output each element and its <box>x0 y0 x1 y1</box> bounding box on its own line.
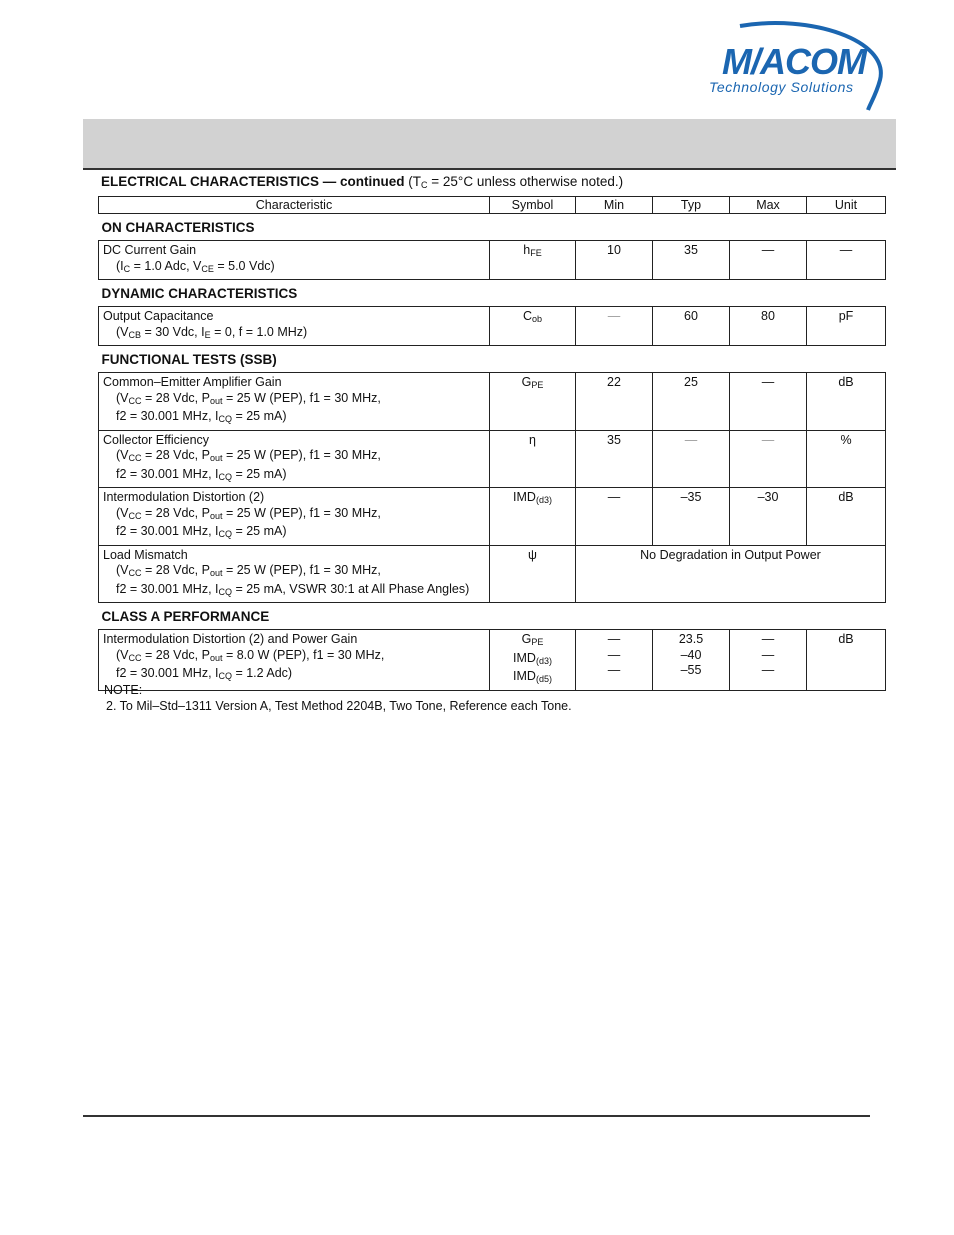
typ-cell: 25 <box>653 373 730 431</box>
header-min: Min <box>576 197 653 214</box>
max-cell: –30 <box>730 488 807 546</box>
char-load-mismatch: Load Mismatch ($V_{CC} = 28$ Vdc, $P_{out} = 25$ W (PEP), f1 = 30 MHz, f2 = 30.001 MHz, $I_{CQ} = 25$ mA, VSWR 30:1 at All Phase Angles) <box>99 545 490 603</box>
footnote <box>104 682 572 714</box>
char-ce-amplifier-gain: Common–Emitter Amplifier Gain ($V_{CC} = 28$ Vdc, $P_{out} = 25$ W (PEP), f1 = 30 MHz, f2 = 30.001 MHz, $I_{CQ} = 25$ mA) <box>99 373 490 431</box>
header-unit: Unit <box>807 197 886 214</box>
unit-cell: dB <box>807 373 886 431</box>
unit-cell: dB <box>807 630 886 691</box>
electrical-characteristics-table <box>98 196 886 691</box>
max-cell: 80 <box>730 307 807 346</box>
header-symbol: Symbol <box>490 197 576 214</box>
unit-cell: pF <box>807 307 886 346</box>
char-dc-current-gain: DC Current Gain ($I_C = 1.0$ Adc, $V_{CE} = 5.0$ Vdc) <box>99 241 490 280</box>
min-cell: 35 <box>576 430 653 488</box>
min-cell: — — — <box>576 630 653 691</box>
section-functional: FUNCTIONAL TESTS (SSB) <box>99 346 886 373</box>
header-typ: Typ <box>653 197 730 214</box>
footer-divider <box>83 1115 870 1117</box>
table-header-row <box>99 197 886 214</box>
header-band <box>83 119 896 170</box>
char-class-a-imd-gain: Intermodulation Distortion (2) and Power Gain ($V_{CC} = 28$ Vdc, $P_{out} = 8.0$ W (PEP), f1 = 30 MHz, f2 = 30.001 MHz, $I_{CQ} = 1.2$ Adc) <box>99 630 490 691</box>
typ-cell: –35 <box>653 488 730 546</box>
char-collector-efficiency: Collector Efficiency ($V_{CC} = 28$ Vdc, $P_{out} = 25$ W (PEP), f1 = 30 MHz, f2 = 30.001 MHz, $I_{CQ} = 25$ mA) <box>99 430 490 488</box>
table-row <box>99 373 886 431</box>
unit-cell: — <box>807 241 886 280</box>
min-cell: 10 <box>576 241 653 280</box>
max-cell: — <box>730 241 807 280</box>
max-cell: — <box>730 430 807 488</box>
min-cell: — <box>576 307 653 346</box>
min-cell: — <box>576 488 653 546</box>
symbol-cell: $h_{FE}$ <box>490 241 576 280</box>
note-label: NOTE: <box>104 683 143 697</box>
char-intermodulation-distortion: Intermodulation Distortion (2) ($V_{CC} = 28$ Vdc, $P_{out} = 25$ W (PEP), f1 = 30 MHz, f2 = 30.001 MHz, $I_{CQ} = 25$ mA) <box>99 488 490 546</box>
typ-cell: — <box>653 430 730 488</box>
char-output-capacitance: Output Capacitance ($V_{CB} = 30$ Vdc, $I_E = 0$, f = 1.0 MHz) <box>99 307 490 346</box>
unit-cell: % <box>807 430 886 488</box>
logo-tagline: Technology Solutions <box>709 79 854 95</box>
macom-logo <box>700 20 890 115</box>
table-row <box>99 488 886 546</box>
table-row <box>99 241 886 280</box>
load-mismatch-result: No Degradation in Output Power <box>576 545 886 603</box>
max-cell: — — — <box>730 630 807 691</box>
unit-cell: dB <box>807 488 886 546</box>
table-row <box>99 430 886 488</box>
note-text: 2. To Mil–Std–1311 Version A, Test Method 2204B, Two Tone, Reference each Tone. <box>106 699 572 713</box>
symbol-cell: η <box>490 430 576 488</box>
symbol-cell: $C_{ob}$ <box>490 307 576 346</box>
symbol-cell: $G_{PE}$ $IMD_{(d3)}$ $IMD_{(d5)}$ <box>490 630 576 691</box>
table-row <box>99 630 886 691</box>
section-dynamic: DYNAMIC CHARACTERISTICS <box>99 280 886 307</box>
table-row <box>99 545 886 603</box>
header-max: Max <box>730 197 807 214</box>
section-on: ON CHARACTERISTICS <box>99 214 886 241</box>
heading-title: ELECTRICAL CHARACTERISTICS — continued <box>101 174 405 189</box>
table-row <box>99 307 886 346</box>
symbol-cell: $G_{PE}$ <box>490 373 576 431</box>
typ-cell: 35 <box>653 241 730 280</box>
typ-cell: 23.5 –40 –55 <box>653 630 730 691</box>
header-characteristic: Characteristic <box>99 197 490 214</box>
heading-condition: ($T_C = 25^\circ C$ unless otherwise noted.) <box>408 174 624 190</box>
section-class-a: CLASS A PERFORMANCE <box>99 603 886 630</box>
symbol-cell: $IMD_{(d3)}$ <box>490 488 576 546</box>
max-cell: — <box>730 373 807 431</box>
symbol-cell: ψ <box>490 545 576 603</box>
logo-wordmark: M/ACOM <box>722 41 866 82</box>
section-heading <box>101 174 623 190</box>
min-cell: 22 <box>576 373 653 431</box>
typ-cell: 60 <box>653 307 730 346</box>
